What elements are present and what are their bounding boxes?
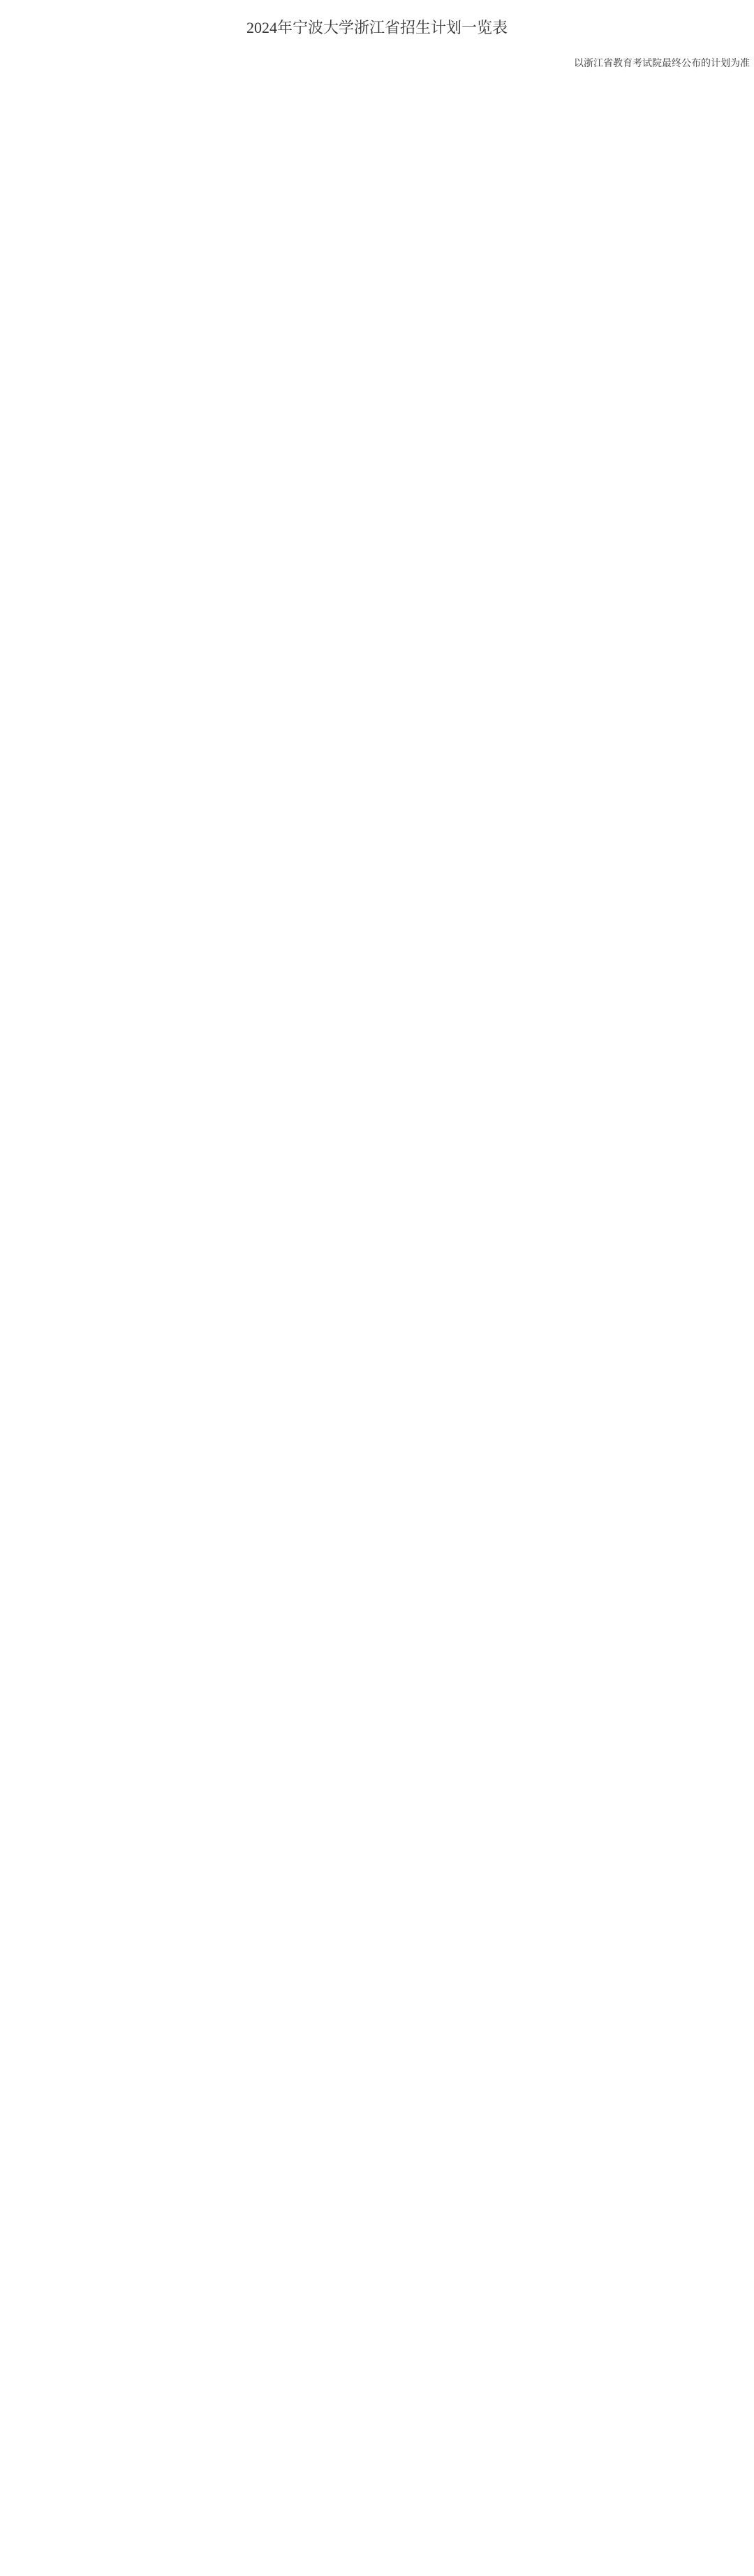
page: [0, 0, 754, 70]
page-title: 2024年宁波大学浙江省招生计划一览表: [246, 19, 508, 36]
page-note: 以浙江省教育考试院最终公布的计划为准: [574, 57, 750, 68]
